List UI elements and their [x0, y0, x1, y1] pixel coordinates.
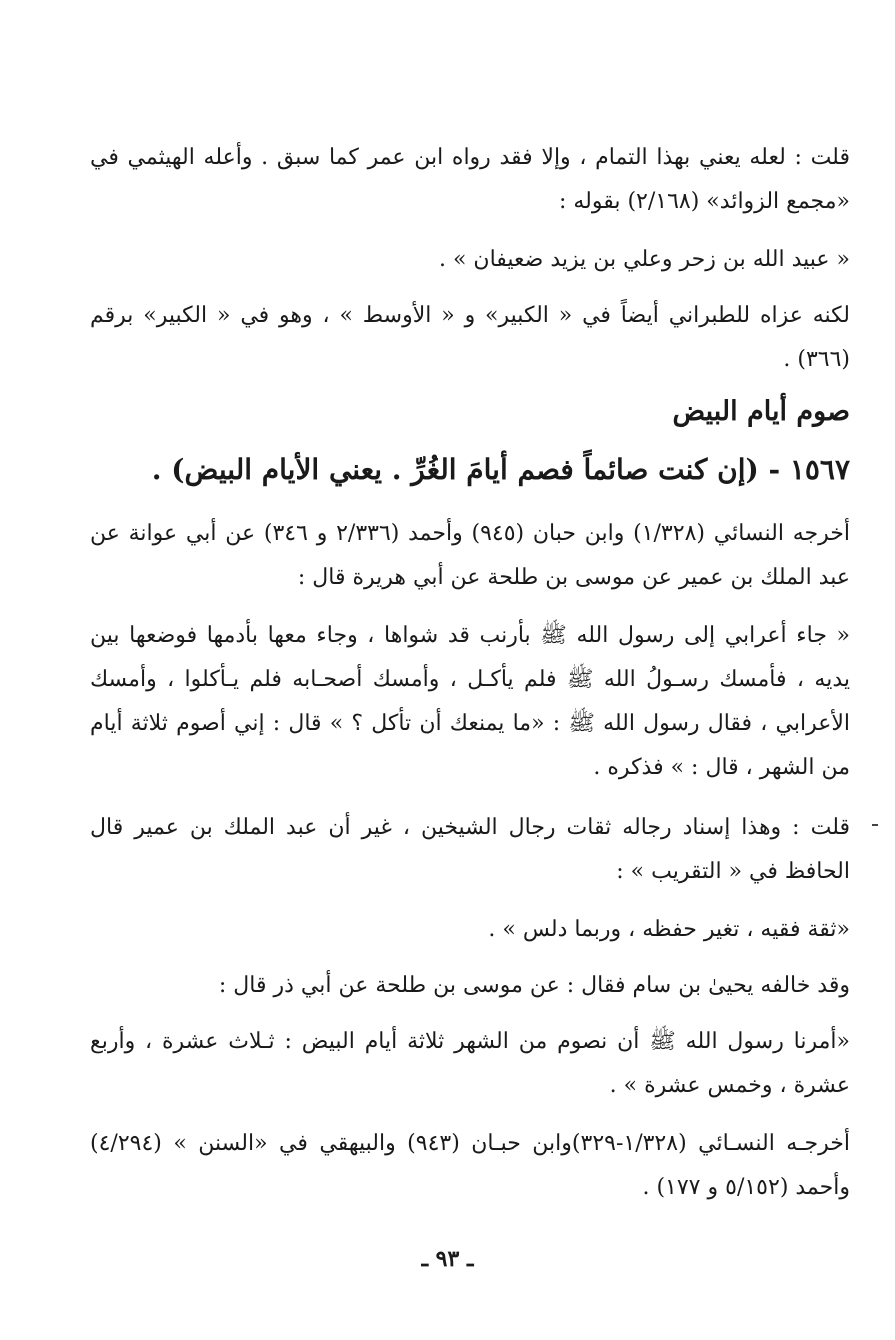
margin-mark	[872, 824, 878, 826]
paragraph-final-takhrij: أخرجـه النسـائي (١/٣٢٨-٣٢٩)وابن حبـان (٩٤٣) والبيهقي في «السنن » (٤/٢٩٤) وأحمد (٥/١٥٢ و ١٧٧) .	[90, 1131, 850, 1200]
paragraph-isnad-comment: قلت : وهذا إسناد رجاله ثقات رجال الشيخين ، غير أن عبد الملك بن عمير قال الحافظ في « التقريب » :	[90, 815, 850, 884]
section-title: صوم أيام البيض	[672, 396, 850, 427]
paragraph-tabarani-attribution: لكنه عزاه للطبراني أيضاً في « الكبير» و « الأوسط » ، وهو في « الكبير» برقم (٣٦٦) .	[90, 303, 850, 372]
paragraph-quote-weak-narrators: « عبيد الله بن زحر وعلي بن يزيد ضعيفان » .	[438, 247, 850, 272]
paragraph-takhrij-nasai: أخرجه النسائي (١/٣٢٨) وابن حبان (٩٤٥) وأحمد (٢/٣٣٦ و ٣٤٦) عن أبي عوانة عن عبد الملك بن عمير عن موسى بن طلحة عن أبي هريرة قال :	[90, 521, 850, 590]
page-number: ـ ٩٣ ـ	[421, 1246, 474, 1272]
hadith-heading: ١٥٦٧ - (إن كنت صائماً فصم أيامَ الغُرِّ . يعني الأيام البيض) .	[151, 453, 850, 486]
paragraph-yahya-variant: وقد خالفه يحيىٰ بن سام فقال : عن موسى بن طلحة عن أبي ذر قال :	[218, 973, 850, 998]
paragraph-haythami-note: قلت : لعله يعني بهذا التمام ، وإلا فقد رواه ابن عمر كما سبق . وأعله الهيثمي في «مجمع الزوائد» (٢/١٦٨) بقوله :	[90, 145, 850, 214]
paragraph-taqrib-quote: «ثقة فقيه ، تغير حفظه ، وربما دلس » .	[488, 917, 850, 942]
paragraph-abu-dharr-hadith: «أمرنا رسول الله ﷺ أن نصوم من الشهر ثلاثة أيام البيض : ثـلاث عشرة ، وأربع عشرة ، وخمس عشرة » .	[90, 1029, 850, 1098]
paragraph-hadith-text: « جاء أعرابي إلى رسول الله ﷺ بأرنب قد شواها ، وجاء معها بأدمها فوضعها بين يديه ، فأمسك رسـولُ الله ﷺ فلم يأكـل ، وأمسك أصحـابه فلم يـأكلوا ، وأمسك الأعرابي ، فقال رسول الله ﷺ : «ما يمنعك أن تأكل ؟ » قال : إني أصوم ثلاثة أيام من الشهر ، قال : » فذكره .	[90, 623, 850, 780]
